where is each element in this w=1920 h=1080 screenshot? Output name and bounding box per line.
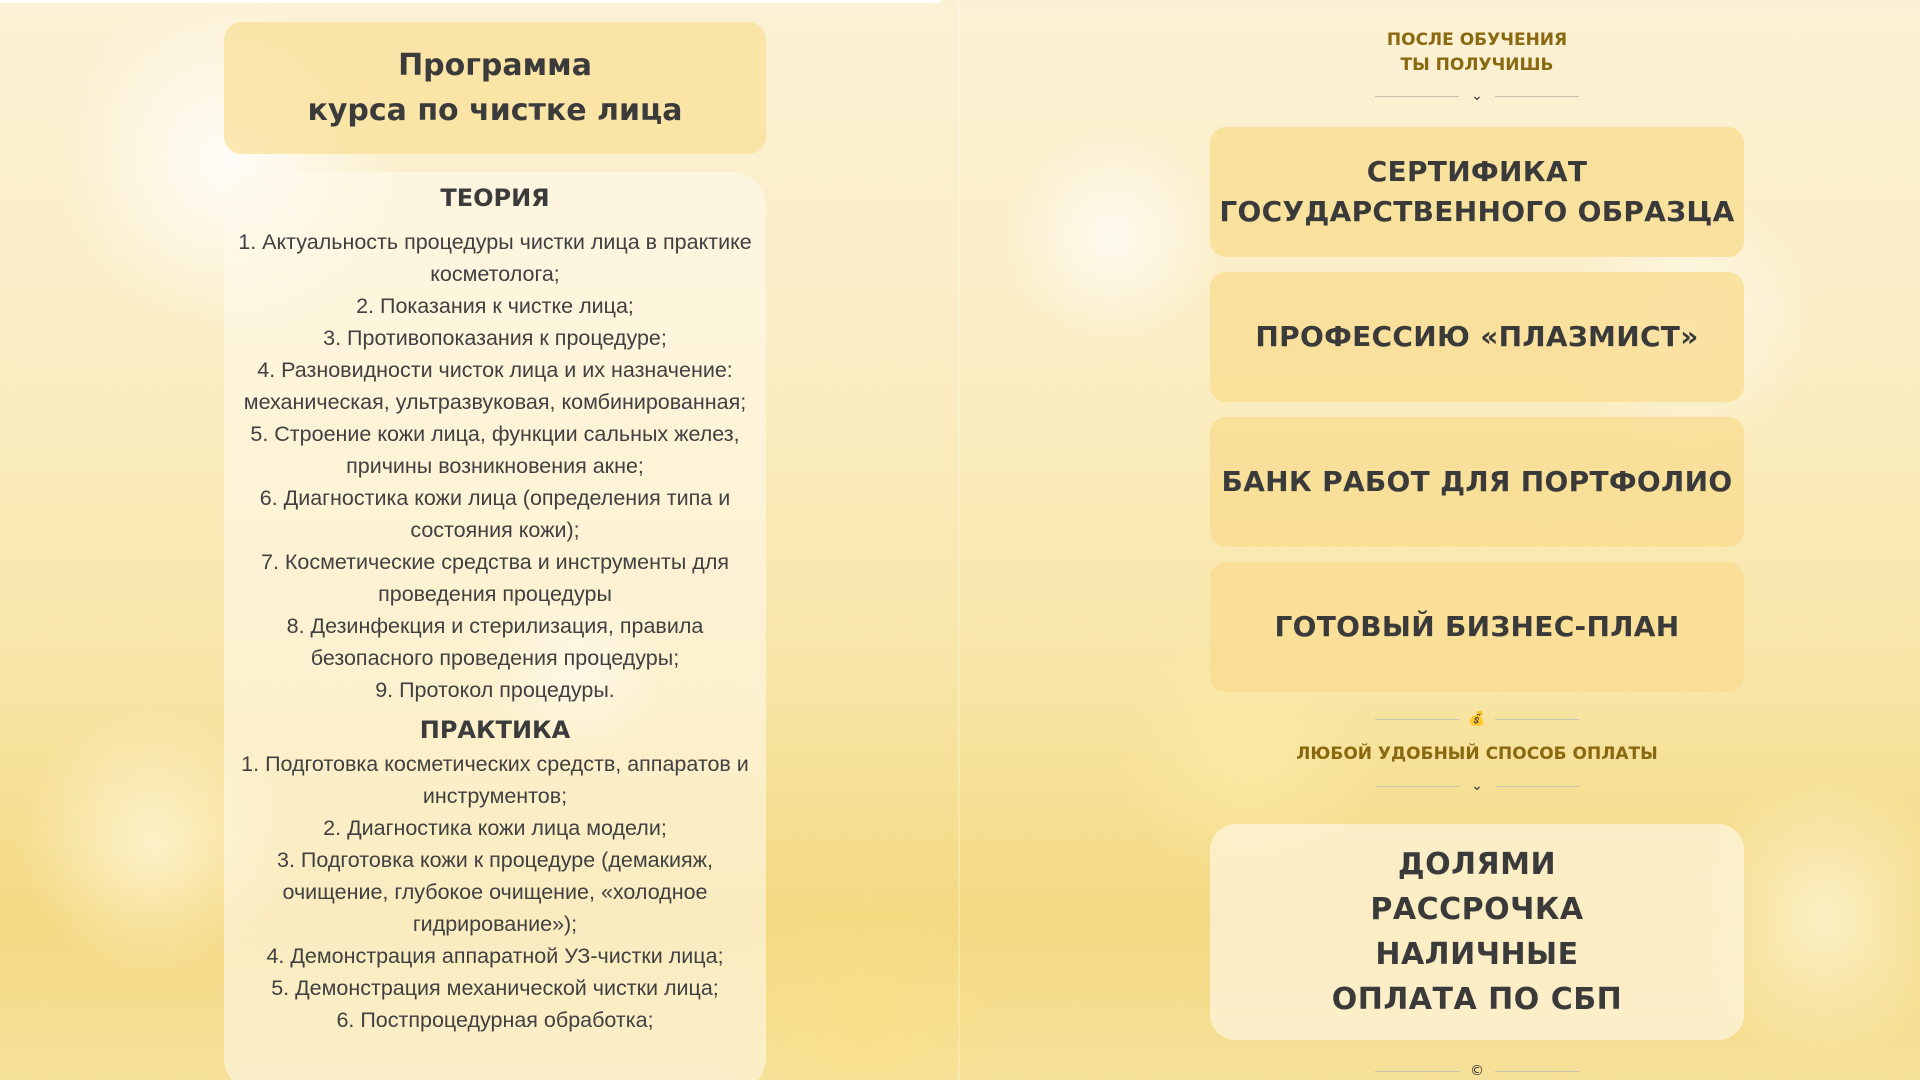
payment-top-separator: [1375, 712, 1579, 728]
practice-item: 2. Диагностика кожи лица модели;: [323, 816, 667, 840]
payment-bottom-separator: [1375, 1064, 1579, 1080]
benefit-label: БАНК РАБОТ ДЛЯ ПОРТФОЛИО: [1221, 465, 1733, 498]
program-content-card: [224, 172, 766, 1080]
practice-item: 3. Подготовка кожи к процедуре (демакияж, очищение, глубокое очищение, «холодное гидрирование»);: [276, 848, 713, 936]
chevron-down-icon: ⌄: [1471, 778, 1483, 794]
benefit-business-plan: [1210, 562, 1744, 692]
column-divider: [958, 0, 960, 1080]
practice-title: ПРАКТИКА: [419, 716, 571, 744]
benefit-certificate: [1210, 127, 1744, 257]
theory-item: 2. Показания к чистке лица;: [356, 294, 634, 318]
benefit-portfolio: [1210, 417, 1744, 547]
benefit-label: СЕРТИФИКАТ: [1366, 155, 1588, 188]
theory-item: 3. Противопоказания к процедуре;: [323, 326, 667, 350]
payment-heading: ЛЮБОЙ УДОБНЫЙ СПОСОБ ОПЛАТЫ: [1296, 744, 1658, 764]
payment-method: НАЛИЧНЫЕ: [1375, 937, 1579, 972]
payment-method: ОПЛАТА ПО СБП: [1331, 982, 1623, 1017]
benefits-heading-line1: ПОСЛЕ ОБУЧЕНИЯ: [1386, 30, 1568, 50]
theory-title: ТЕОРИЯ: [440, 184, 550, 212]
program-title-card: [224, 22, 766, 154]
benefit-profession: [1210, 272, 1744, 402]
benefits-heading: [1210, 28, 1744, 78]
payment-heading-separator: [1375, 779, 1579, 795]
top-bar: [0, 0, 940, 3]
theory-item: 9. Протокол процедуры.: [375, 678, 615, 702]
benefit-label: ГОТОВЫЙ БИЗНЕС-ПЛАН: [1274, 610, 1680, 643]
practice-item: 1. Подготовка косметических средств, аппаратов и инструментов;: [241, 752, 749, 808]
payment-method: ДОЛЯМИ: [1397, 847, 1557, 882]
theory-item: 8. Дезинфекция и стерилизация, правила безопасного проведения процедуры;: [286, 614, 704, 670]
payment-method: РАССРОЧКА: [1370, 892, 1584, 927]
benefits-heading-line2: ТЫ ПОЛУЧИШЬ: [1400, 55, 1554, 75]
program-title-line1: Программа: [398, 48, 592, 83]
payment-methods-card: [1210, 824, 1744, 1040]
theory-item: 7. Косметические средства и инструменты для проведения процедуры: [260, 550, 730, 606]
theory-item: 1. Актуальность процедуры чистки лица в практике косметолога;: [238, 230, 752, 286]
practice-item: 4. Демонстрация аппаратной УЗ-чистки лица;: [266, 944, 724, 968]
theory-item: 4. Разновидности чисток лица и их назначение: механическая, ультразвуковая, комбинированная;: [243, 358, 747, 414]
benefit-label: ПРОФЕССИЮ «ПЛАЗМИСТ»: [1255, 320, 1699, 353]
copyright-icon: ©: [1470, 1063, 1484, 1079]
theory-item: 6. Диагностика кожи лица (определения типа и состояния кожи);: [259, 486, 731, 542]
program-title-line2: курса по чистке лица: [307, 93, 683, 128]
benefits-separator: [1375, 89, 1579, 105]
benefit-label: ГОСУДАРСТВЕННОГО ОБРАЗЦА: [1219, 195, 1735, 228]
theory-item: 5. Строение кожи лица, функции сальных желез, причины возникновения акне;: [250, 422, 740, 478]
theory-list: [224, 226, 766, 706]
practice-item: 6. Постпроцедурная обработка;: [336, 1008, 654, 1032]
chevron-down-icon: ⌄: [1471, 88, 1483, 104]
practice-item: 5. Демонстрация механической чистки лица;: [271, 976, 719, 1000]
money-bag-icon: 💰: [1468, 711, 1486, 727]
practice-list: [224, 748, 766, 1036]
